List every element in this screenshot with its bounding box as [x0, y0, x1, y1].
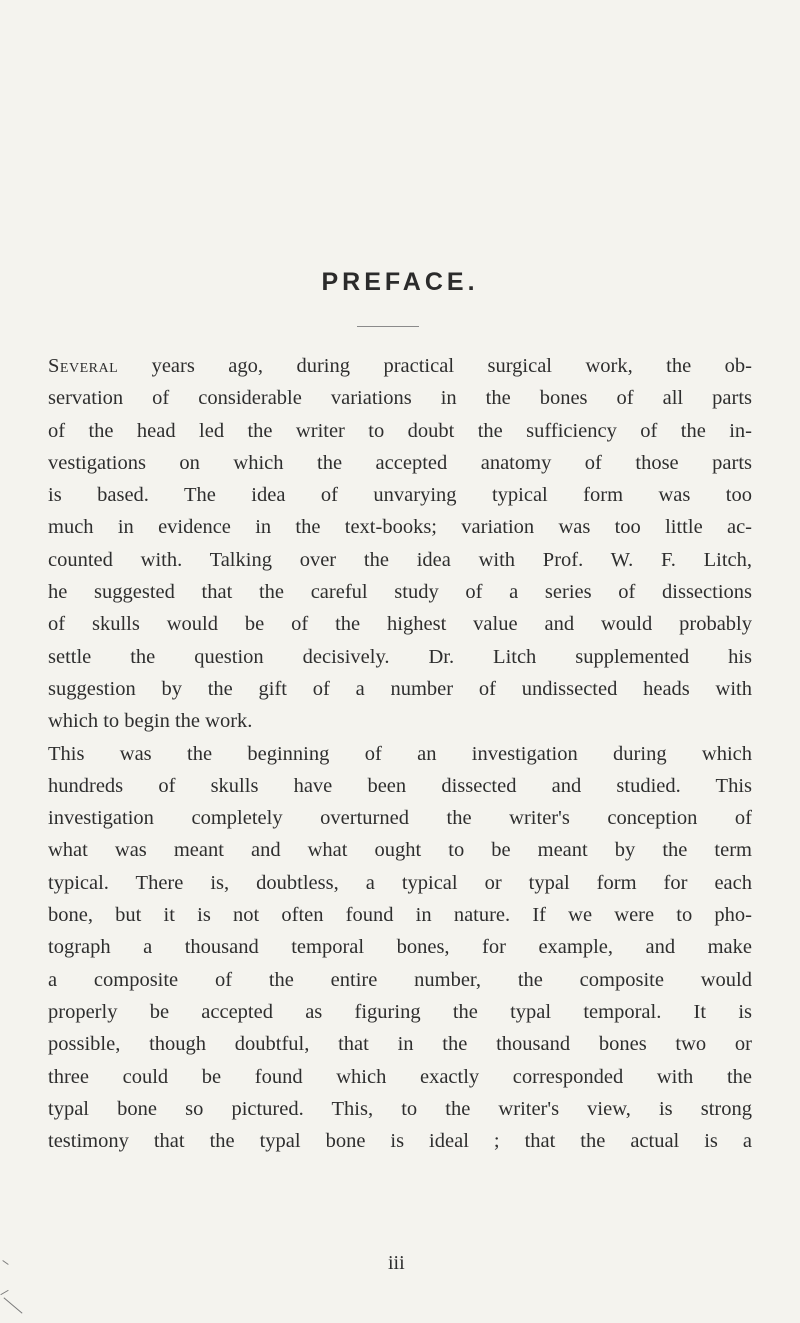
text-line: suggestion by the gift of a number of undissected heads with	[48, 677, 752, 700]
text-line: properly be accepted as figuring the typal temporal. It is	[48, 1000, 752, 1023]
text-line: testimony that the typal bone is ideal ; that the actual is a	[48, 1130, 752, 1153]
text-line: Several years ago, during practical surgical work, the ob-	[48, 355, 752, 377]
scan-artifact	[3, 1297, 22, 1313]
scan-artifact	[0, 1290, 8, 1295]
text-line: tograph a thousand temporal bones, for example, and make	[48, 936, 752, 959]
text-line: servation of considerable variations in the bones of all parts	[48, 387, 752, 410]
text-line: This was the beginning of an investigation during which	[48, 742, 752, 765]
text-line: typical. There is, doubtless, a typical or typal form for each	[48, 871, 752, 894]
text-line: what was meant and what ought to be meant by the term	[48, 839, 752, 862]
lead-word: Several	[48, 355, 119, 377]
text-line: much in evidence in the text-books; variation was too little ac-	[48, 516, 752, 539]
page-title: PREFACE.	[321, 268, 479, 296]
text-line: possible, though doubtful, that in the thousand bones two or	[48, 1033, 752, 1056]
page-number: iii	[388, 1252, 405, 1274]
text-line: counted with. Talking over the idea with Prof. W. F. Litch,	[48, 548, 752, 571]
text-line: investigation completely overturned the writer's conception of	[48, 807, 752, 830]
scan-artifact	[2, 1260, 8, 1265]
text-line: vestigations on which the accepted anatomy of those parts	[48, 451, 752, 474]
text-line: which to begin the work.	[48, 710, 253, 733]
text-line: of the head led the writer to doubt the sufficiency of the in-	[48, 419, 752, 442]
text-line: of skulls would be of the highest value and would probably	[48, 613, 752, 636]
text-line: hundreds of skulls have been dissected and studied. This	[48, 774, 752, 797]
text-line: three could be found which exactly corresponded with the	[48, 1065, 752, 1088]
title-rule	[357, 326, 419, 327]
text-line: he suggested that the careful study of a series of dissections	[48, 581, 752, 604]
text-line: is based. The idea of unvarying typical form was too	[48, 484, 752, 507]
preface-body	[48, 350, 752, 1157]
text-line: settle the question decisively. Dr. Litch supplemented his	[48, 645, 752, 668]
text-line: typal bone so pictured. This, to the writer's view, is strong	[48, 1097, 752, 1120]
text-line: bone, but it is not often found in nature. If we were to pho-	[48, 904, 752, 927]
text-line: a composite of the entire number, the composite would	[48, 968, 752, 991]
